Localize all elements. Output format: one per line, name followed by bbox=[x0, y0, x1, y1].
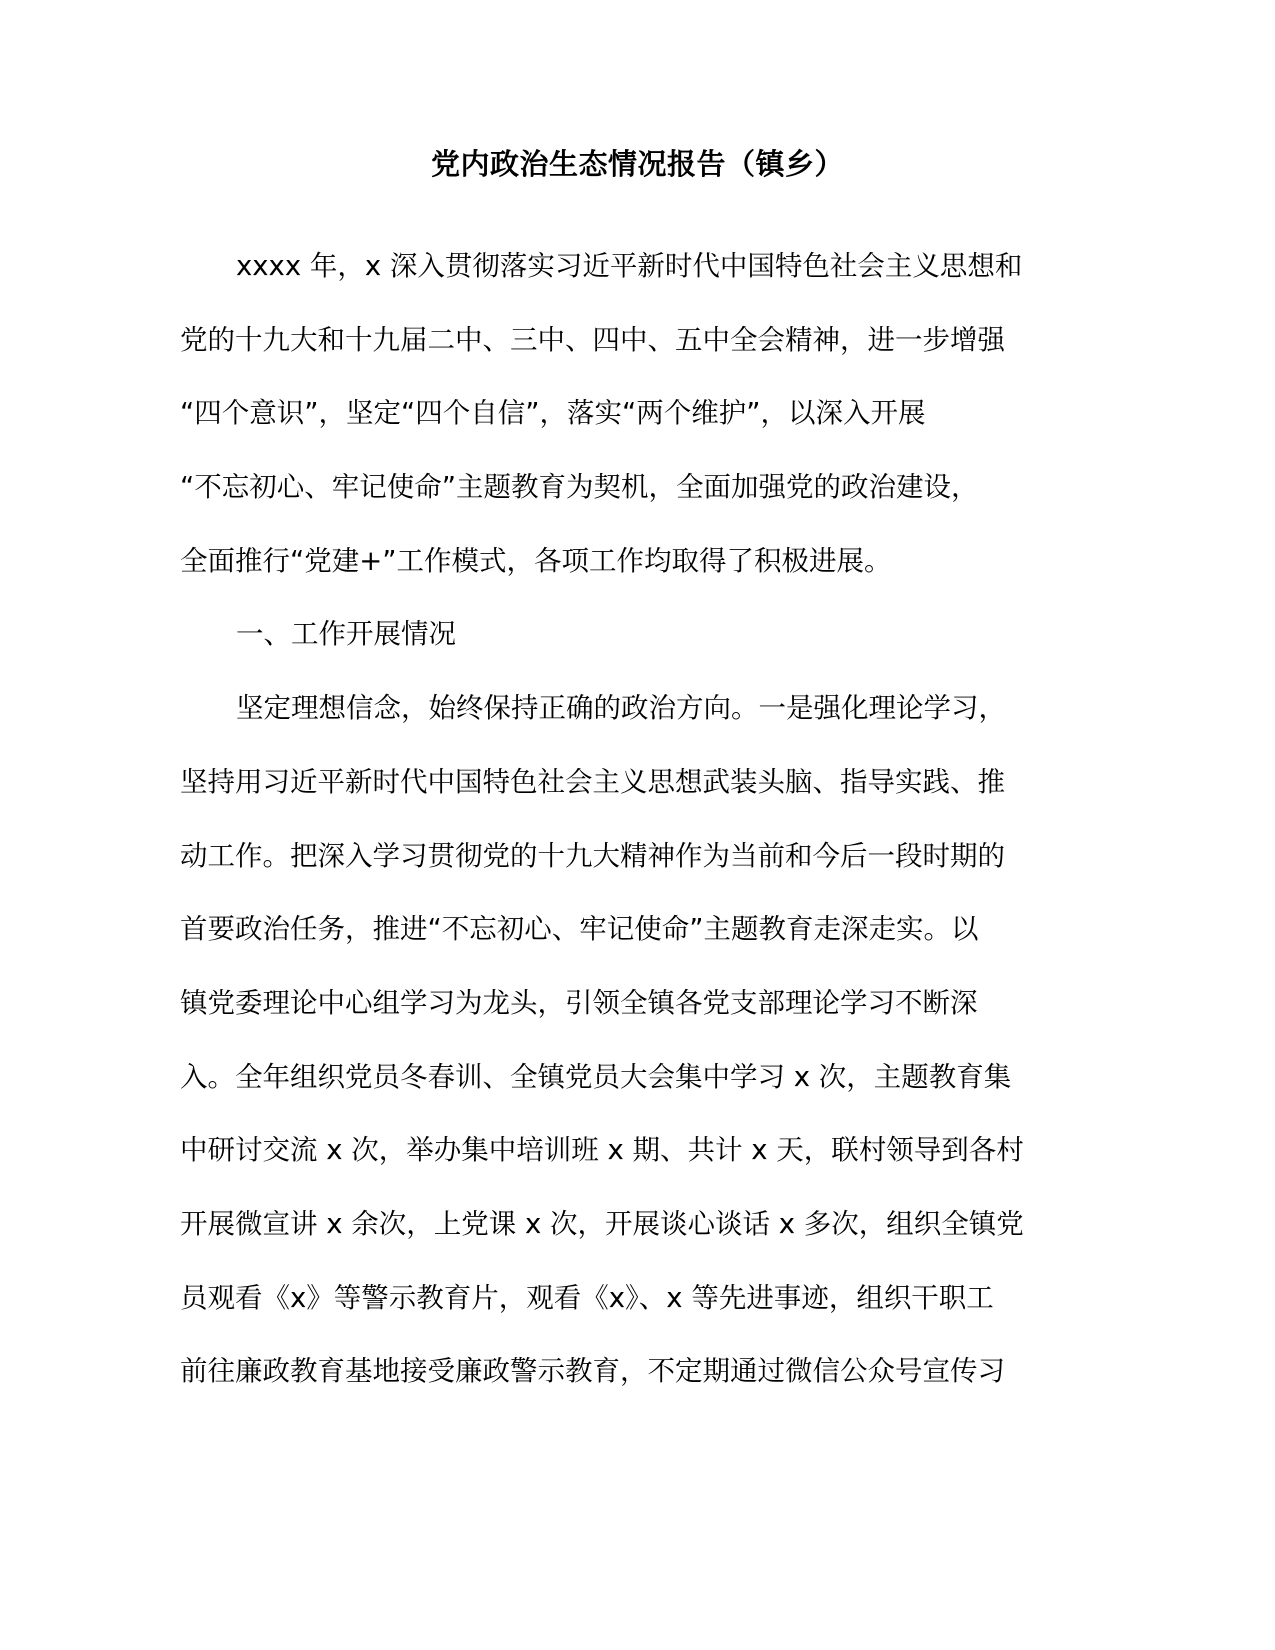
section-heading: 一、工作开展情况 bbox=[236, 618, 456, 651]
paragraph-line: 入。全年组织党员冬春训、全镇党员大会集中学习 x 次，主题教育集 bbox=[180, 1060, 1012, 1093]
paragraph-line: 前往廉政教育基地接受廉政警示教育，不定期通过微信公众号宣传习 bbox=[180, 1355, 1005, 1388]
paragraph-line: 党的十九大和十九届二中、三中、四中、五中全会精神，进一步增强 bbox=[180, 323, 1005, 356]
paragraph-line: 坚持用习近平新时代中国特色社会主义思想武装头脑、指导实践、推 bbox=[180, 765, 1005, 798]
paragraph-line: “不忘初心、牢记使命”主题教育为契机，全面加强党的政治建设， bbox=[180, 471, 979, 504]
paragraph-line: 首要政治任务，推进“不忘初心、牢记使命”主题教育走深走实。以 bbox=[180, 913, 979, 946]
paragraph-line: 镇党委理论中心组学习为龙头，引领全镇各党支部理论学习不断深 bbox=[180, 986, 978, 1019]
paragraph-line: “四个意识”，坚定“四个自信”，落实“两个维护”，以深入开展 bbox=[180, 397, 926, 430]
paragraph-line: 坚定理想信念，始终保持正确的政治方向。一是强化理论学习， bbox=[236, 692, 1006, 725]
paragraph-line: 员观看《x》等警示教育片，观看《x》、x 等先进事迹，组织干职工 bbox=[180, 1281, 994, 1314]
paragraph-line: 中研讨交流 x 次，举办集中培训班 x 期、共计 x 天，联村领导到各村 bbox=[180, 1134, 1024, 1167]
paragraph-line: xxxx 年，x 深入贯彻落实习近平新时代中国特色社会主义思想和 bbox=[236, 250, 1023, 282]
document-title: 党内政治生态情况报告（镇乡） bbox=[430, 147, 844, 181]
paragraph-line: 开展微宣讲 x 余次，上党课 x 次，开展谈心谈话 x 多次，组织全镇党 bbox=[180, 1207, 1024, 1240]
document-body bbox=[180, 230, 1068, 1409]
paragraph-line: 全面推行“党建+”工作模式，各项工作均取得了积极进展。 bbox=[180, 544, 892, 577]
paragraph-line: 动工作。把深入学习贯彻党的十九大精神作为当前和今后一段时期的 bbox=[180, 839, 1005, 872]
